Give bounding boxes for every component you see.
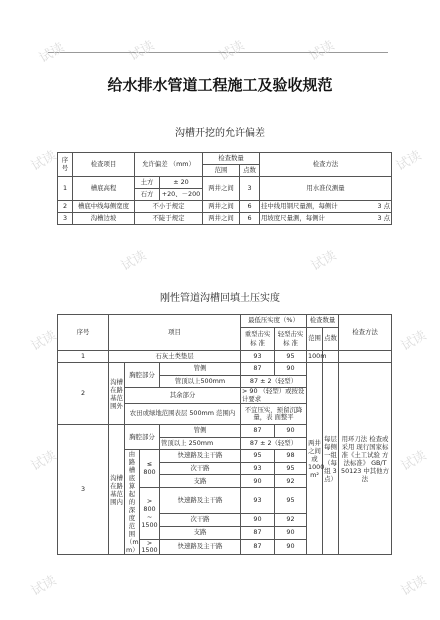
- row-no: 1: [58, 350, 109, 363]
- road-class: 支路: [160, 526, 241, 539]
- pipe-side-label: 管侧: [160, 363, 241, 376]
- depth-range: > 1500: [141, 538, 158, 554]
- watermark: 试读: [308, 248, 340, 275]
- soil-value: ± 20: [160, 177, 203, 189]
- watermark: 试读: [118, 248, 150, 275]
- value-light: 95: [275, 350, 307, 363]
- watermark: 试读: [28, 328, 60, 355]
- row-no: 2: [58, 363, 109, 425]
- row-no: 1: [58, 177, 73, 201]
- road-class: 次干路: [160, 514, 241, 527]
- col-header-points: 点数: [323, 327, 339, 350]
- row-points: 6: [240, 213, 260, 225]
- row-item: 沟槽边坡: [73, 213, 135, 225]
- row-no: 3: [58, 425, 109, 555]
- group-outside-roadbed: 沟槽在路基范围外: [109, 363, 125, 425]
- watermark: 试读: [398, 328, 430, 355]
- table2-title: 刚性管道沟槽回填土压实度: [160, 293, 280, 304]
- backfill-compaction-table: [57, 314, 392, 555]
- watermark: 试读: [216, 38, 248, 65]
- road-class: 快速路及主干路: [160, 539, 241, 555]
- row-range: 100m: [307, 350, 323, 363]
- value-heavy: 90: [241, 514, 275, 527]
- watermark: 试读: [398, 448, 430, 475]
- col-header-qty: 检查数量: [307, 315, 339, 328]
- pipe-top-value: 87 ± 2（轻型）: [241, 375, 307, 388]
- pipe-top-label: 管顶以上 250mm: [160, 437, 241, 450]
- value-light: 95: [275, 488, 307, 514]
- row-item: 槽底中线每侧宽度: [73, 201, 135, 213]
- col-header-min-compaction: 最低压实度（%）: [241, 315, 307, 328]
- row-no: 2: [58, 201, 73, 213]
- value-light: 90: [275, 539, 307, 555]
- trench-tolerance-table: [57, 152, 392, 225]
- col-header-heavy: 重型击实标 准: [241, 327, 275, 350]
- value-light: 90: [275, 526, 307, 539]
- watermark: 试读: [398, 573, 430, 600]
- col-header-light: 轻型击实标 准: [275, 327, 307, 350]
- col-header-method: 检查方法: [339, 315, 392, 351]
- chest-label: 胸腔部分: [125, 363, 160, 388]
- value-heavy: 90: [241, 475, 275, 488]
- col-header-points: 点数: [240, 165, 260, 177]
- row-method: 用水准仪测量: [260, 177, 392, 201]
- rock-value: +20、－200: [160, 189, 203, 201]
- watermark: 试读: [126, 38, 158, 65]
- col-header-item: 项目: [109, 315, 241, 351]
- value-heavy: 95: [241, 450, 275, 463]
- document-title: 给水排水管道工程施工及验收规范: [107, 76, 333, 94]
- watermark: 试读: [28, 573, 60, 600]
- value-light: 92: [275, 514, 307, 527]
- value-heavy: 93: [241, 462, 275, 475]
- watermark: 试读: [36, 40, 68, 67]
- depth-label: 由路槽底算起的深度范围（m m）: [126, 450, 139, 555]
- value-heavy: 87: [241, 526, 275, 539]
- row-item: 石灰土类垫层: [109, 350, 241, 363]
- watermark: 试读: [28, 448, 60, 475]
- chest-label: 胸腔部分: [125, 425, 160, 450]
- road-class: 次干路: [160, 462, 241, 475]
- watermark: 试读: [28, 148, 60, 175]
- value-heavy: 87: [241, 539, 275, 555]
- road-class: 快速路及主干路: [160, 488, 241, 514]
- row-method: 用坡度尺量测，每侧计 3 点: [260, 213, 392, 225]
- value-heavy: 87: [241, 425, 275, 438]
- row-range: 两井之间: [203, 177, 240, 201]
- value-heavy: 93: [241, 350, 275, 363]
- check-method: 用环刀法 检查或采用 现行国家标 准《土工试验 方法标准》 GB/T 50123 中其他方法: [339, 363, 392, 555]
- road-class: 快速路及主干路: [160, 450, 241, 463]
- col-header-no: 序号: [58, 315, 109, 351]
- col-header-qty: 检查数量: [203, 153, 260, 165]
- watermark: 试读: [306, 38, 338, 65]
- qty-points: 每层每侧一组（每组 3 点）: [323, 363, 339, 555]
- row-item: 槽底高程: [73, 177, 135, 201]
- pipe-top-label: 管顶以上500mm: [160, 375, 241, 388]
- row-no: 3: [58, 213, 73, 225]
- row-points: 6: [240, 201, 260, 213]
- pipe-side-label: 管侧: [160, 425, 241, 438]
- rest-label: 其余部分: [125, 388, 241, 404]
- rock-label: 石方: [135, 189, 160, 201]
- row-range: 两井之间: [203, 213, 240, 225]
- value-light: 92: [275, 475, 307, 488]
- qty-range: 两井之间或 1000 m²: [307, 363, 323, 555]
- table1-title: 沟槽开挖的允许偏差: [175, 128, 265, 139]
- col-header-range: 范围: [307, 327, 323, 350]
- col-header-range: 范围: [203, 165, 240, 177]
- row-points: 3: [240, 177, 260, 201]
- farm-value: 不宜压实，预留沉降量，表 面整平: [241, 404, 307, 425]
- row-method: [339, 350, 392, 363]
- rest-value: > 90 （轻型）或按设计要求: [241, 388, 307, 404]
- row-tolerance: 不小于规定: [135, 201, 203, 213]
- value-light: 98: [275, 450, 307, 463]
- col-header-item: 检查项目: [73, 153, 135, 177]
- value-light: 95: [275, 462, 307, 475]
- col-header-tolerance: 允许偏差 （mm）: [135, 153, 203, 177]
- group-inside-roadbed: 沟槽在路基范围内: [109, 425, 125, 555]
- depth-range: > 800 ~ 1500: [140, 488, 160, 540]
- value-light: 90: [275, 363, 307, 376]
- value-heavy: 93: [241, 488, 275, 514]
- row-range: 两井之间: [203, 201, 240, 213]
- road-class: 支路: [160, 475, 241, 488]
- depth-range: ≤ 800: [140, 450, 160, 488]
- watermark: 试读: [393, 148, 425, 175]
- row-method: 挂中线用钢尺量测，每侧计 3 点: [260, 201, 392, 213]
- soil-label: 土方: [135, 177, 160, 189]
- farm-label: 农田或绿地范围表层 500mm 范围内: [125, 404, 241, 425]
- value-light: 90: [275, 425, 307, 438]
- col-header-method: 检查方法: [260, 153, 392, 177]
- col-header-no: 序 号: [58, 153, 73, 177]
- row-tolerance: 不陡于规定: [135, 213, 203, 225]
- value-heavy: 87: [241, 363, 275, 376]
- pipe-top-value: 87 ± 2（轻型）: [241, 437, 307, 450]
